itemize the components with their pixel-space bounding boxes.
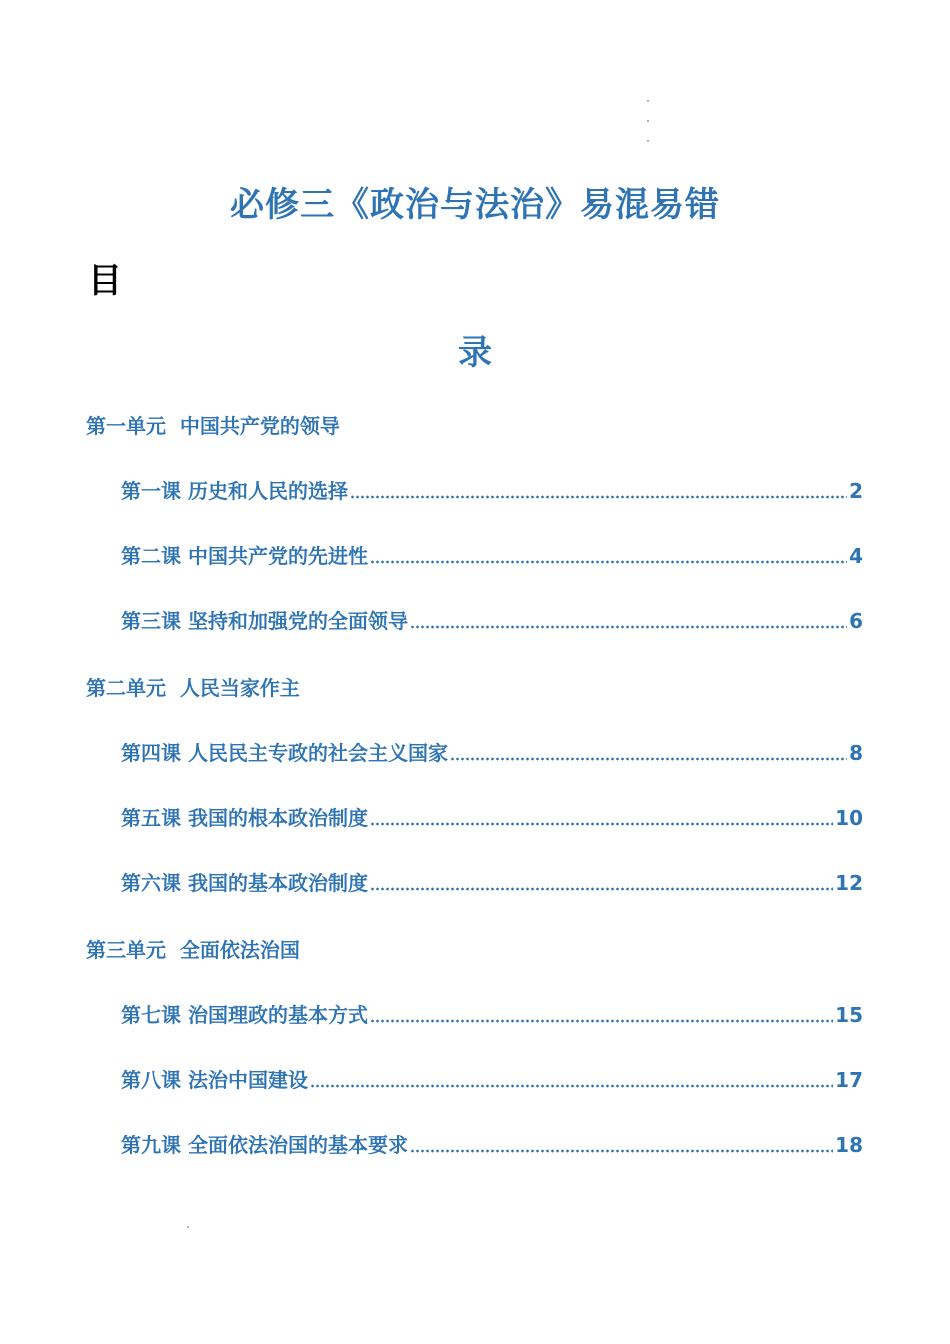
toc-entry-page-number: 12 (835, 871, 863, 895)
toc-unit-3[interactable]: 第三单元 全面依法治国 (86, 938, 300, 962)
stray-dot-mark (647, 100, 649, 102)
toc-entry-label: 第一课 历史和人民的选择 (121, 479, 348, 503)
dot-leader (370, 822, 833, 826)
toc-heading-first-char: 目 (88, 261, 122, 301)
dot-leader (310, 1084, 833, 1088)
stray-dot-mark (187, 1226, 189, 1228)
toc-entry-page-number: 15 (835, 1003, 863, 1027)
toc-entry-page-number: 10 (835, 806, 863, 830)
toc-entry-label: 第八课 法治中国建设 (121, 1068, 308, 1092)
toc-entry-label: 第五课 我国的根本政治制度 (121, 806, 368, 830)
toc-entry-page-number: 4 (849, 544, 863, 568)
toc-entry-lesson-7[interactable] (121, 1000, 863, 1030)
toc-entry-lesson-9[interactable] (121, 1130, 863, 1160)
toc-entry-label: 第七课 治国理政的基本方式 (121, 1003, 368, 1027)
toc-entry-page-number: 17 (835, 1068, 863, 1092)
toc-entry-lesson-5[interactable] (121, 803, 863, 833)
toc-entry-lesson-1[interactable] (121, 476, 863, 506)
toc-entry-lesson-4[interactable] (121, 738, 863, 768)
document-title: 必修三《政治与法治》易混易错 (230, 185, 720, 225)
toc-heading-second-char: 录 (458, 333, 492, 373)
toc-entry-page-number: 6 (849, 609, 863, 633)
toc-entry-lesson-2[interactable] (121, 541, 863, 571)
dot-leader (350, 495, 847, 499)
toc-unit-2[interactable]: 第二单元 人民当家作主 (86, 676, 300, 700)
toc-entry-page-number: 8 (849, 741, 863, 765)
toc-entry-label: 第三课 坚持和加强党的全面领导 (121, 609, 408, 633)
dot-leader (370, 560, 847, 564)
stray-dot-mark (647, 120, 649, 122)
stray-dot-mark (647, 140, 649, 142)
dot-leader (370, 887, 833, 891)
toc-entry-label: 第六课 我国的基本政治制度 (121, 871, 368, 895)
toc-entry-lesson-3[interactable] (121, 606, 863, 636)
dot-leader (370, 1019, 833, 1023)
dot-leader (410, 1149, 833, 1153)
dot-leader (450, 757, 847, 761)
toc-entry-label: 第九课 全面依法治国的基本要求 (121, 1133, 408, 1157)
toc-entry-lesson-8[interactable] (121, 1065, 863, 1095)
toc-entry-page-number: 18 (835, 1133, 863, 1157)
toc-entry-page-number: 2 (849, 479, 863, 503)
toc-entry-label: 第四课 人民民主专政的社会主义国家 (121, 741, 448, 765)
toc-entry-lesson-6[interactable] (121, 868, 863, 898)
dot-leader (410, 625, 847, 629)
toc-entry-label: 第二课 中国共产党的先进性 (121, 544, 368, 568)
toc-unit-1[interactable]: 第一单元 中国共产党的领导 (86, 414, 340, 438)
